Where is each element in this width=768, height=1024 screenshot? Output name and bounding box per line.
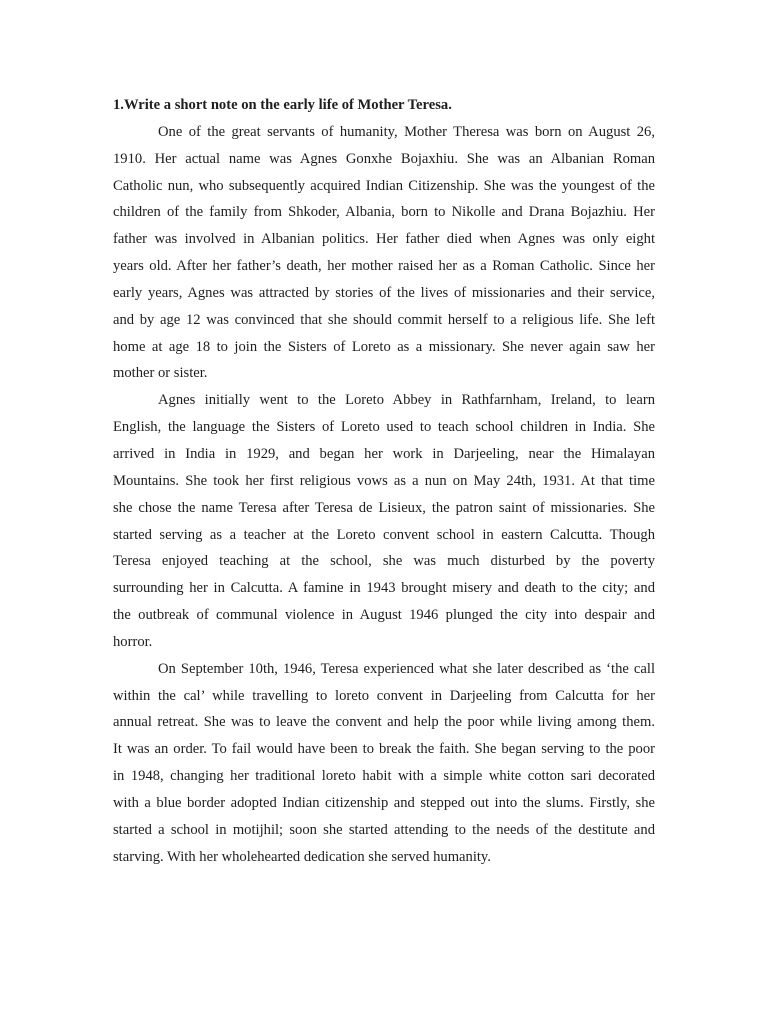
document-body <box>113 92 655 870</box>
text-line: English, the language the Sisters of Loreto used to teach school children in India. She <box>113 419 655 436</box>
text-line: father was involved in Albanian politics. Her father died when Agnes was only eight <box>113 231 655 248</box>
text-line: mother or sister. <box>113 365 208 382</box>
text-line: and by age 12 was convinced that she should commit herself to a religious life. She left <box>113 311 655 328</box>
text-line: home at age 18 to join the Sisters of Loreto as a missionary. She never again saw her <box>113 338 655 355</box>
text-line: Catholic nun, who subsequently acquired Indian Citizenship. She was the youngest of the <box>113 177 655 194</box>
text-line: started serving as a teacher at the Loreto convent school in eastern Calcutta. Though <box>113 526 655 543</box>
text-line: Teresa enjoyed teaching at the school, she was much disturbed by the poverty <box>113 553 655 570</box>
text-line: starving. With her wholehearted dedication she served humanity. <box>113 848 491 865</box>
text-line: she chose the name Teresa after Teresa de Lisieux, the patron saint of missionaries. She <box>113 499 655 516</box>
text-line: One of the great servants of humanity, Mother Theresa was born on August 26, <box>158 123 655 140</box>
text-line: Agnes initially went to the Loreto Abbey in Rathfarnham, Ireland, to learn <box>158 392 655 409</box>
text-line: within the cal’ while travelling to loreto convent in Darjeeling from Calcutta for her <box>113 687 655 704</box>
text-line: horror. <box>113 633 153 650</box>
text-line: arrived in India in 1929, and began her work in Darjeeling, near the Himalayan <box>113 445 655 462</box>
text-line: in 1948, changing her traditional loreto habit with a simple white cotton sari decorated <box>113 768 655 785</box>
paragraph-loreto-years <box>113 387 655 655</box>
text-line: annual retreat. She was to leave the convent and help the poor while living among them. <box>113 714 655 731</box>
question-heading: 1.Write a short note on the early life of Mother Teresa. <box>113 97 452 113</box>
text-line: years old. After her father’s death, her mother raised her as a Roman Catholic. Since her <box>113 258 655 275</box>
text-line: with a blue border adopted Indian citizenship and stepped out into the slums. Firstly, she <box>113 794 655 811</box>
text-line: early years, Agnes was attracted by stories of the lives of missionaries and their service, <box>113 284 655 301</box>
paragraph-call-within-call <box>113 656 655 871</box>
text-line: 1910. Her actual name was Agnes Gonxhe Bojaxhiu. She was an Albanian Roman <box>113 150 655 167</box>
text-line: Mountains. She took her first religious vows as a nun on May 24th, 1931. At that time <box>113 472 655 489</box>
paragraph-early-life <box>113 119 655 387</box>
text-line: children of the family from Shkoder, Albania, born to Nikolle and Drana Bojazhiu. Her <box>113 204 655 221</box>
text-line: On September 10th, 1946, Teresa experienced what she later described as ‘the call <box>158 660 655 677</box>
text-line: It was an order. To fail would have been to break the faith. She began serving to the poor <box>113 741 655 758</box>
text-line: surrounding her in Calcutta. A famine in 1943 brought misery and death to the city; and <box>113 580 655 597</box>
text-line: started a school in motijhil; soon she started attending to the needs of the destitute and <box>113 821 655 838</box>
text-line: the outbreak of communal violence in August 1946 plunged the city into despair and <box>113 607 655 624</box>
